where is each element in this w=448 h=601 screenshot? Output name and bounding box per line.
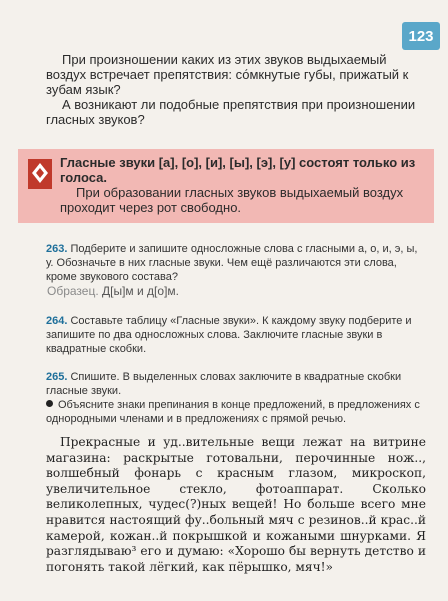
intro-paragraph-2: А возникают ли подобные препятствия при произношении гласных звуков? [46,97,416,127]
dictation-text-block [46,435,426,575]
example-label: Образец. [47,284,99,298]
rule-body: При образовании гласных звуков выдыхаемый воздух проходит через рот свободно. [60,185,404,215]
rule-box [18,149,434,223]
example-words: Д[ы]м и д[о]м. [102,284,179,298]
exercise-number: 263. [46,243,68,255]
exercise-text: Подберите и запишите односложные слова с гласными а, о, и, э, ы, у. Обозначьте в них гласные звуки. Чем ещё различаются эти слова, кроме звукового состава? [46,243,418,283]
exercise-number: 265. [46,371,68,383]
exercise-263 [46,242,422,284]
example [47,284,179,298]
bullet-icon [46,400,53,407]
intro-questions [46,52,418,127]
exercise-text: Спишите. В выделенных словах заключите в квадратные скобки гласные звуки. [46,371,402,397]
dictation-paragraph: Прекрасные и уд..вительные вещи лежат на витрине магазина: раскрытые готовальни, перочинные нож.., волшебный фонарь с красным глазом, микроскоп, увеличительное стекло, фотоаппарат. Сколько великолепных, чудес(?)ных вещей! Но больше всего мне нравится настоящий фу..больный мяч с резинов..й крас..й камерой, кожан..й покрышкой и кожаными шнурками. Я разглядываю³ его и думаю: «Хорошо бы вернуть детство и погонять такой лёгкий, как пёрышко, мяч!» [46,435,426,574]
rule-title: Гласные звуки [а], [о], [и], [ы], [э], [у] состоят только из голоса. [60,155,416,185]
page-number: 123 [402,22,440,50]
intro-paragraph-1: При произношении каких из этих звуков выдыхаемый воздух встречает препятствия: со́мкнутые губы, прижатый к зубам язык? [46,52,409,97]
important-rule-icon [26,157,54,191]
exercise-number: 264. [46,315,68,327]
bullet-task: Объясните знаки препинания в конце предложений, в предложениях с однородными членами и в предложениях с прямой речью. [46,399,420,425]
exercise-264 [46,314,422,356]
exercise-265 [46,370,422,426]
exercise-text: Составьте таблицу «Гласные звуки». К каждому звуку подберите и запишите по два односложных слова. Заключите гласные звуки в квадратные скобки. [46,315,412,355]
